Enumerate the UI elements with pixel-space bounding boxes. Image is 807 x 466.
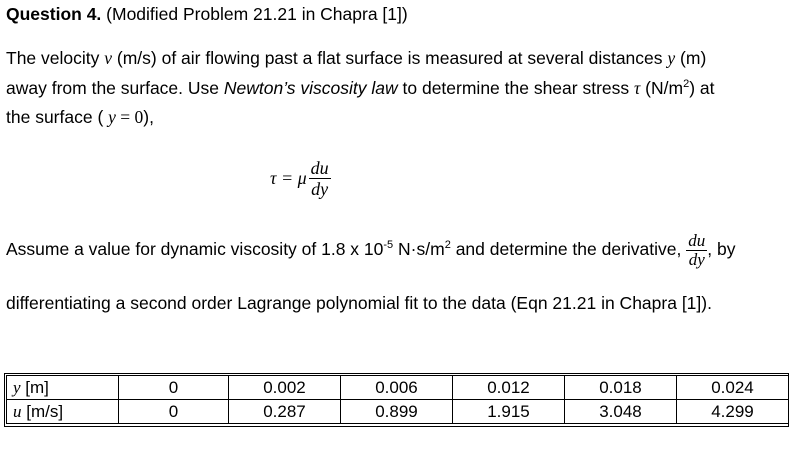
row-unit: [m/s] [21,401,64,421]
table-cell: 0.018 [565,376,677,400]
table-cell: 1.915 [453,400,565,424]
superscript: 2 [444,239,451,252]
fraction-numerator: du [310,158,329,178]
text-fragment: and determine the derivative, [450,239,687,260]
y-symbol: y [108,107,116,127]
text-fragment: The velocity [6,48,105,68]
table-cell: 0 [119,400,229,424]
text-fragment: (m/s) of air flowing past a flat surface is measured at several distances [112,48,668,68]
paragraph2-line2 [6,293,712,314]
law-name: Newton’s viscosity law [223,78,398,98]
row-header [7,376,119,400]
row-unit: [m] [20,377,49,397]
text-fragment: N·s/m [393,239,445,260]
row-symbol: y [13,377,21,397]
question-subtitle: (Modified Problem 21.21 in Chapra [1]) [106,4,408,24]
table-cell: 0.899 [341,400,453,424]
fraction-numerator: du [688,231,706,250]
equals-zero: = 0 [115,107,144,127]
derivative-fraction [686,232,707,269]
text-fragment: , by [707,239,736,260]
text-fragment: the surface ( [6,107,109,127]
equation-fraction [309,158,331,199]
table-row [7,400,789,424]
table-cell: 0.006 [341,376,453,400]
text-fragment: (m) [675,48,707,68]
text-fragment: ), [143,107,154,127]
table-cell: 0.002 [229,376,341,400]
velocity-symbol: v [104,48,113,68]
table-cell: 0.012 [453,376,565,400]
fraction-denominator: dy [311,179,329,199]
paragraph1-line2 [6,78,714,99]
row-symbol: u [13,401,22,421]
text-fragment: away from the surface. Use [6,78,224,98]
table-cell: 4.299 [677,400,789,424]
table-cell: 3.048 [565,400,677,424]
paragraph1-line1 [6,48,706,69]
tau-symbol: τ [634,78,641,98]
table-row [7,376,789,400]
text-fragment: ) at [689,78,715,98]
newton-viscosity-equation [270,158,331,199]
equation-lhs: τ = μ [270,168,307,188]
table-cell: 0 [119,376,229,400]
table-cell: 0.287 [229,400,341,424]
text-fragment: (N/m [640,78,684,98]
paragraph1-line3 [6,107,154,128]
data-table [6,375,789,424]
question-title [6,4,408,25]
text-fragment: differentiating a second order Lagrange polynomial fit to the data (Eqn 21.21 in Chapra [1]). [6,293,712,313]
fraction-denominator: dy [688,250,705,269]
table-cell: 0.024 [677,376,789,400]
text-fragment: to determine the shear stress [397,78,635,98]
distance-symbol: y [667,48,676,68]
exponent: -5 [383,239,394,252]
question-label: Question 4. [6,4,102,24]
superscript: 2 [683,78,690,90]
text-fragment: Assume a value for dynamic viscosity of 1.8 x 10 [6,239,384,260]
row-header [7,400,119,424]
paragraph2-line1 [6,232,735,269]
